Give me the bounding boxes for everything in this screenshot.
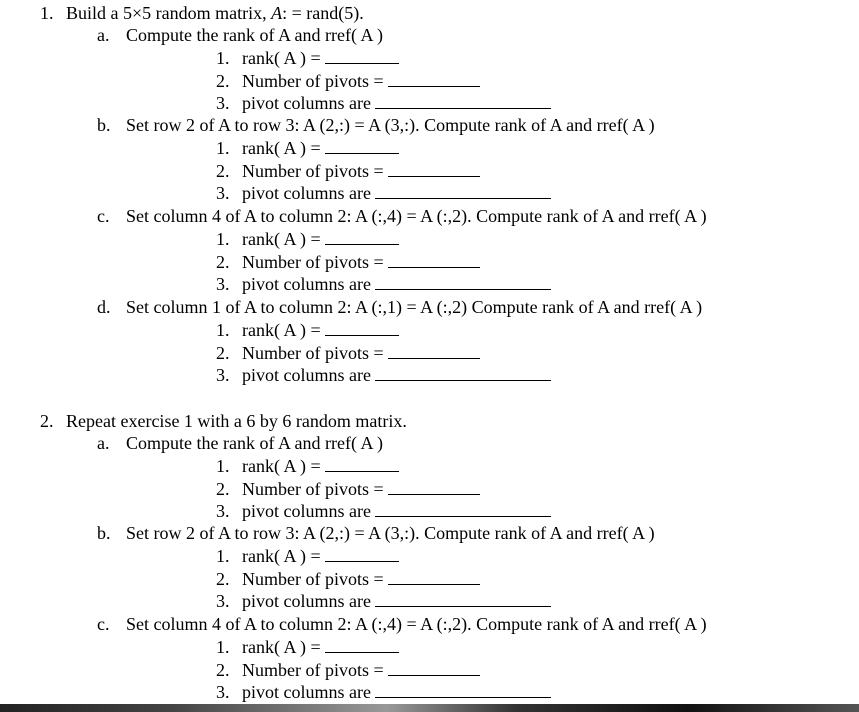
part-letter: b. [97,115,111,135]
pivot-columns-label: pivot columns are [242,501,371,521]
sub-item-number: 3. [216,682,230,702]
sub-item-number: 1. [216,456,230,476]
sub-item-rank [242,228,399,250]
pivot-columns-label: pivot columns are [242,93,371,113]
rank-label: rank( A ) = [242,229,321,249]
sub-item-pivots [242,659,480,681]
exercise-number: 2. [40,411,54,431]
rank-answer-blank[interactable] [325,319,399,336]
pivot-columns-answer-blank[interactable] [375,590,551,607]
pivot-columns-label: pivot columns are [242,183,371,203]
pivot-columns-label: pivot columns are [242,274,371,294]
sub-item-number: 2. [216,568,230,589]
pivot-columns-answer-blank[interactable] [375,273,551,290]
part-instruction: Set column 4 of A to column 2: A (:,4) = A (:,2). Compute rank of A and rref( A ) [126,206,707,226]
part-letter: a. [97,433,110,453]
rank-label: rank( A ) = [242,456,321,476]
pivots-answer-blank[interactable] [388,659,480,676]
rank-label: rank( A ) = [242,546,321,566]
sub-item-rank [242,545,399,567]
sub-item-number: 2. [216,70,230,91]
part-instruction: Set row 2 of A to row 3: A (2,:) = A (3,:). Compute rank of A and rref( A ) [126,523,655,543]
rank-label: rank( A ) = [242,48,321,68]
rank-answer-blank[interactable] [325,228,399,245]
rank-label: rank( A ) = [242,637,321,657]
part-instruction: Set row 2 of A to row 3: A (2,:) = A (3,:). Compute rank of A and rref( A ) [126,115,655,135]
sub-item-pivot-columns [242,590,551,612]
sub-item-number: 1. [216,229,230,249]
rank-answer-blank[interactable] [325,455,399,472]
pivots-label: Number of pivots = [242,251,384,272]
pivots-answer-blank[interactable] [388,251,480,268]
part-instruction: Set column 4 of A to column 2: A (:,4) = A (:,2). Compute rank of A and rref( A ) [126,614,707,634]
part-letter: c. [97,206,110,226]
sub-item-pivot-columns [242,182,551,204]
sub-item-rank [242,455,399,477]
sub-item-number: 1. [216,637,230,657]
sub-item-number: 3. [216,274,230,294]
sub-item-number: 2. [216,251,230,272]
pivots-answer-blank[interactable] [388,70,480,87]
rank-answer-blank[interactable] [325,545,399,562]
rank-label: rank( A ) = [242,138,321,158]
exercise-title: Repeat exercise 1 with a 6 by 6 random matrix. [66,411,407,431]
sub-item-number: 1. [216,48,230,68]
pivots-label: Number of pivots = [242,568,384,589]
sub-item-rank [242,319,399,341]
pivot-columns-label: pivot columns are [242,591,371,611]
sub-item-rank [242,636,399,658]
sub-item-pivot-columns [242,500,551,522]
part-instruction: Compute the rank of A and rref( A ) [126,25,383,45]
sub-item-number: 1. [216,546,230,566]
pivots-answer-blank[interactable] [388,478,480,495]
sub-item-rank [242,137,399,159]
rank-answer-blank[interactable] [325,47,399,64]
sub-item-pivots [242,342,480,364]
sub-item-pivots [242,160,480,182]
sub-item-number: 3. [216,501,230,521]
pivots-answer-blank[interactable] [388,342,480,359]
sub-item-number: 3. [216,591,230,611]
rank-label: rank( A ) = [242,320,321,340]
pivots-answer-blank[interactable] [388,160,480,177]
sub-item-pivots [242,251,480,273]
sub-item-number: 1. [216,320,230,340]
pivots-label: Number of pivots = [242,160,384,181]
sub-item-pivot-columns [242,92,551,114]
sub-item-pivot-columns [242,273,551,295]
exercise-number: 1. [40,3,54,23]
part-letter: b. [97,523,111,543]
pivots-label: Number of pivots = [242,478,384,499]
sub-item-number: 2. [216,659,230,680]
rank-answer-blank[interactable] [325,636,399,653]
part-letter: a. [97,25,110,45]
pivot-columns-answer-blank[interactable] [375,364,551,381]
pivot-columns-label: pivot columns are [242,365,371,385]
sub-item-pivots [242,70,480,92]
rank-answer-blank[interactable] [325,137,399,154]
pivot-columns-answer-blank[interactable] [375,182,551,199]
sub-item-number: 1. [216,138,230,158]
pivot-columns-answer-blank[interactable] [375,92,551,109]
sub-item-number: 3. [216,365,230,385]
sub-item-number: 2. [216,342,230,363]
sub-item-number: 2. [216,478,230,499]
pivot-columns-label: pivot columns are [242,682,371,702]
sub-item-rank [242,47,399,69]
pivot-columns-answer-blank[interactable] [375,500,551,517]
exercise-title: Build a 5×5 random matrix, A: = rand(5). [66,3,364,23]
part-letter: c. [97,614,110,634]
sub-item-pivots [242,568,480,590]
pivots-label: Number of pivots = [242,342,384,363]
sub-item-number: 2. [216,160,230,181]
sub-item-number: 3. [216,183,230,203]
part-letter: d. [97,297,111,317]
pivot-columns-answer-blank[interactable] [375,681,551,698]
pivots-answer-blank[interactable] [388,568,480,585]
bottom-border [0,704,859,712]
part-instruction: Set column 1 of A to column 2: A (:,1) = A (:,2) Compute rank of A and rref( A ) [126,297,703,317]
part-instruction: Compute the rank of A and rref( A ) [126,433,383,453]
pivots-label: Number of pivots = [242,70,384,91]
sub-item-pivot-columns [242,681,551,703]
sub-item-number: 3. [216,93,230,113]
sub-item-pivot-columns [242,364,551,386]
pivots-label: Number of pivots = [242,659,384,680]
sub-item-pivots [242,478,480,500]
